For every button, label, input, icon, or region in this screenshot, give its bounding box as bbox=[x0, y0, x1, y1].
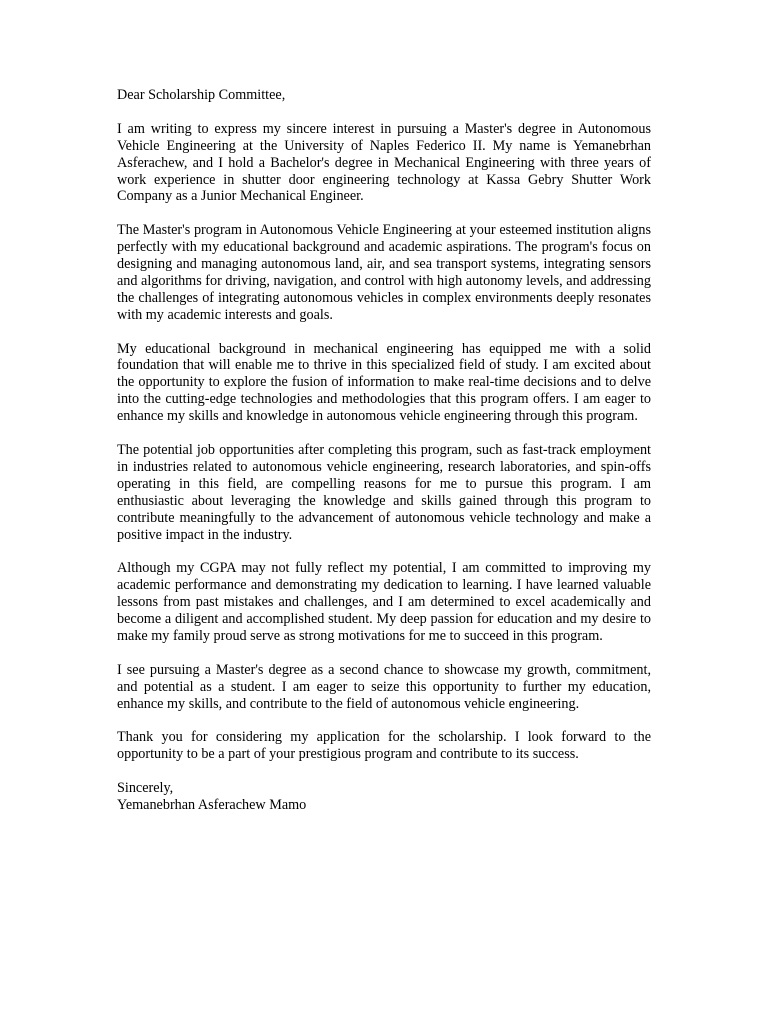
letter-closing: Sincerely, bbox=[117, 780, 174, 797]
letter-signature: Yemanebrhan Asferachew Mamo bbox=[117, 796, 307, 813]
paragraph-job-opportunities: The potential job opportunities after completing this program, such as fast-track employment in industries related to autonomous vehicle engineering, research laboratories, and spin-offs operating in this field, are compelling reasons for me to pursue this program. I am enthusiastic about leveraging the knowledge and skills gained through this program to contribute meaningfully to the advancement of autonomous vehicle technology and make a positive impact in the industry. bbox=[117, 441, 651, 543]
paragraph-program-alignment: The Master's program in Autonomous Vehicle Engineering at your esteemed institution aligns perfectly with my educational background and academic aspirations. The program's focus on designing and managing autonomous land, air, and sea transport systems, integrating sensors and algorithms for driving, navigation, and control with high autonomy levels, and addressing the challenges of integrating autonomous vehicles in complex environments deeply resonates with my academic interests and goals. bbox=[117, 222, 651, 323]
paragraph-thank-you: Thank you for considering my application for the scholarship. I look forward to the opportunity to be a part of your prestigious program and contribute to its success. bbox=[117, 729, 651, 763]
paragraph-academic-commitment: Although my CGPA may not fully reflect my potential, I am committed to improving my academic performance and demonstrating my dedication to learning. I have learned valuable lessons from past mistakes and challenges, and I am determined to excel academically and become a diligent and accomplished student. My deep passion for education and my desire to make my family proud serve as strong motivations for me to succeed in this program. bbox=[117, 560, 651, 644]
paragraph-educational-background: My educational background in mechanical engineering has equipped me with a solid foundation that will enable me to thrive in this specialized field of study. I am excited about the opportunity to explore the fusion of information to make real-time decisions and to delve into the cutting-edge technologies and methodologies that this program offers. I am eager to enhance my skills and knowledge in autonomous vehicle engineering through this program. bbox=[117, 340, 651, 425]
letter-salutation: Dear Scholarship Committee, bbox=[117, 87, 286, 103]
paragraph-second-chance: I see pursuing a Master's degree as a second chance to showcase my growth, commitment, and potential as a student. I am eager to seize this opportunity to further my education, enhance my skills, and contribute to the field of autonomous vehicle engineering. bbox=[117, 661, 651, 712]
paragraph-introduction: I am writing to express my sincere interest in pursuing a Master's degree in Autonomous Vehicle Engineering at the University of Naples Federico II. My name is Yemanebrhan Asferachew, and I hold a Bachelor's degree in Mechanical Engineering with three years of work experience in shutter door engineering technology at Kassa Gebry Shutter Work Company as a Junior Mechanical Engineer. bbox=[117, 120, 651, 205]
